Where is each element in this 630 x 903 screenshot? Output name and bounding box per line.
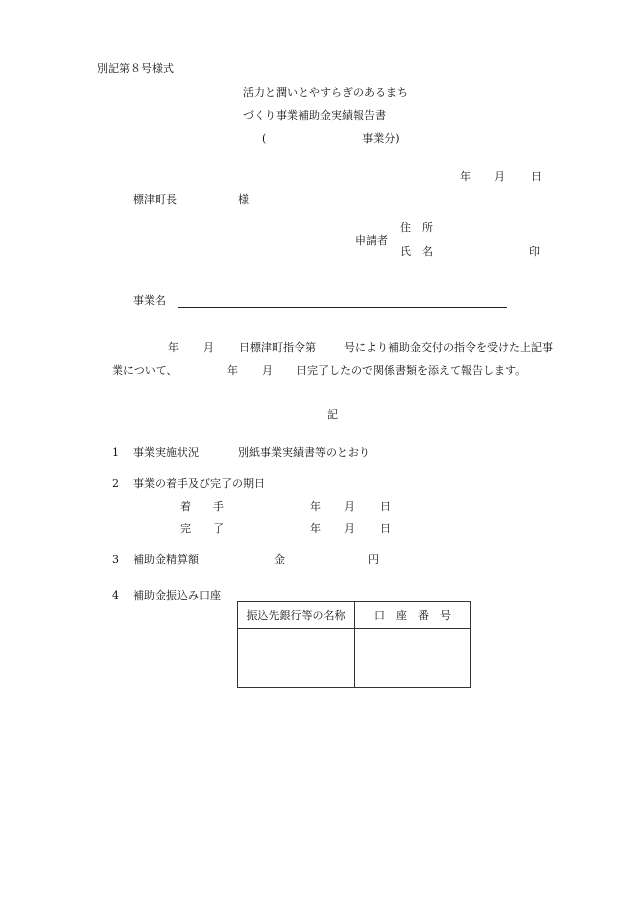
bank-name-header: 振込先銀行等の名称 [238, 602, 355, 629]
addressee-name: 標津町長 [133, 193, 177, 206]
applicant-label: 申請者 [355, 234, 388, 247]
header-date-year: 年 [460, 170, 471, 183]
addressee-honorific: 様 [238, 193, 249, 206]
document-title-line-3 [262, 132, 400, 146]
sentence-year-2: 年 [227, 364, 238, 377]
header-date-day: 日 [531, 170, 542, 183]
project-bracket-open: ( [262, 132, 267, 145]
account-number-header: 口 座 番 号 [355, 602, 471, 629]
document-title-line-1: 活力と潤いとやすらぎのあるまち [243, 86, 408, 99]
sentence-line-1-end: 号により補助金交付の指令を受けた上記事 [344, 341, 553, 354]
end-date-month: 月 [344, 522, 355, 535]
item-3-number: 3 [112, 553, 119, 566]
sentence-month-1: 月 [203, 341, 214, 354]
ki-heading: 記 [327, 408, 338, 421]
amount-kin-label: 金 [274, 553, 285, 566]
start-date-month: 月 [344, 500, 355, 513]
header-date-month: 月 [494, 170, 505, 183]
end-date-year: 年 [310, 522, 321, 535]
seal-mark: 印 [529, 245, 540, 258]
form-number-label: 別記第８号様式 [97, 62, 174, 75]
sentence-line-2-start: 業について、 [112, 364, 178, 377]
bank-table-header-row [238, 602, 471, 629]
applicant-address-label: 住 所 [400, 221, 433, 234]
project-bracket-close: 事業分) [362, 132, 400, 145]
bank-table-entry-row [238, 629, 471, 688]
amount-yen-unit: 円 [368, 553, 379, 566]
start-date-label: 着 手 [180, 500, 224, 513]
item-1-label: 事業実施状況 [133, 446, 199, 459]
item-1-value: 別紙事業実績書等のとおり [238, 446, 370, 459]
item-3-label: 補助金精算額 [133, 553, 199, 566]
end-date-label: 完 了 [180, 522, 224, 535]
sentence-directive-text: 日標津町指令第 [239, 341, 316, 354]
sentence-line-2-end: 日完了したので関係書類を添えて報告します。 [296, 364, 527, 377]
start-date-day: 日 [380, 500, 391, 513]
item-1-number: 1 [112, 446, 119, 459]
sentence-year-1: 年 [168, 341, 179, 354]
item-4-label: 補助金振込み口座 [133, 589, 221, 602]
applicant-name-label: 氏 名 [400, 245, 433, 258]
start-date-year: 年 [310, 500, 321, 513]
item-4-number: 4 [112, 589, 119, 602]
account-number-cell[interactable] [355, 629, 471, 688]
item-2-number: 2 [112, 477, 119, 490]
bank-account-table [237, 601, 471, 688]
document-title-line-2: づくり事業補助金実績報告書 [243, 109, 386, 122]
sentence-month-2: 月 [262, 364, 273, 377]
bank-name-cell[interactable] [238, 629, 355, 688]
end-date-day: 日 [380, 522, 391, 535]
project-name-label: 事業名 [133, 294, 166, 307]
project-name-underline [178, 307, 507, 308]
item-2-label: 事業の着手及び完了の期日 [133, 477, 265, 490]
